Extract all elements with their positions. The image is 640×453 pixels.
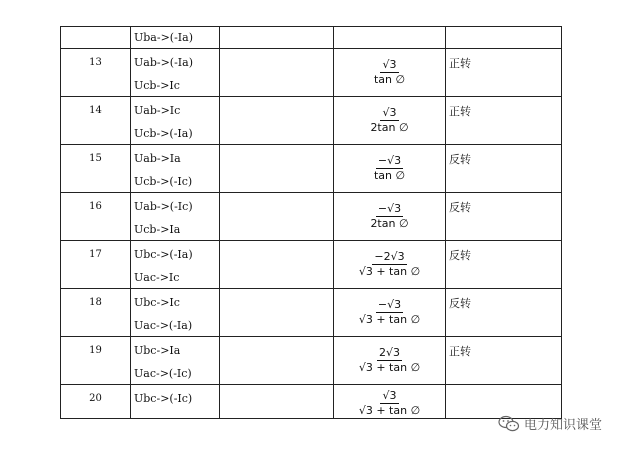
- table-row: [61, 49, 562, 97]
- blank-cell: [220, 241, 334, 289]
- direction-cell: 正转: [446, 97, 562, 145]
- ratio-fraction: $\frac{√3}{√3 + \tan \emptyset}$: [358, 389, 421, 417]
- row-number-cell: 15: [61, 145, 131, 193]
- blank-cell: [220, 193, 334, 241]
- direction-cell: 反转: [446, 193, 562, 241]
- ratio-fraction: $\frac{√3}{2\tan \emptyset}$: [370, 106, 409, 134]
- formula-cell: [334, 145, 446, 193]
- ratio-fraction: $\frac{-√3}{√3 + \tan \emptyset}$: [358, 298, 421, 326]
- blank-cell: [220, 289, 334, 337]
- formula-cell: [334, 97, 446, 145]
- ratio-fraction: $\frac{-2√3}{√3 + \tan \emptyset}$: [358, 250, 421, 278]
- relation-cell: Ubc->(-Ic): [131, 385, 220, 419]
- formula-cell: [334, 289, 446, 337]
- direction-cell: 反转: [446, 145, 562, 193]
- watermark: [498, 414, 602, 433]
- row-number-cell: 18: [61, 289, 131, 337]
- direction-cell: 正转: [446, 49, 562, 97]
- table-row: [61, 97, 562, 145]
- direction-cell: [446, 27, 562, 49]
- row-number-cell: 17: [61, 241, 131, 289]
- formula-cell: [334, 49, 446, 97]
- blank-cell: [220, 385, 334, 419]
- ratio-fraction: $\frac{√3}{\tan \emptyset}$: [373, 58, 406, 86]
- relation-cell: Uab->Ia Ucb->(-Ic): [131, 145, 220, 193]
- table-row: [61, 385, 562, 419]
- formula-cell: [334, 385, 446, 419]
- blank-cell: [220, 27, 334, 49]
- row-number-cell: 20: [61, 385, 131, 419]
- wechat-icon: [498, 415, 520, 433]
- table-row: [61, 193, 562, 241]
- formula-cell: [334, 27, 446, 49]
- blank-cell: [220, 337, 334, 385]
- relation-cell: Uab->(-Ic) Ucb->Ia: [131, 193, 220, 241]
- formula-cell: [334, 193, 446, 241]
- row-number-cell: 19: [61, 337, 131, 385]
- ratio-fraction: $\frac{-√3}{\tan \emptyset}$: [373, 154, 406, 182]
- table-row: [61, 27, 562, 49]
- phase-relation-table: [60, 26, 562, 419]
- blank-cell: [220, 49, 334, 97]
- row-number-cell: [61, 27, 131, 49]
- relation-cell: Ubc->(-Ia) Uac->Ic: [131, 241, 220, 289]
- ratio-fraction: $\frac{2√3}{√3 + \tan \emptyset}$: [358, 346, 421, 374]
- row-number-cell: 16: [61, 193, 131, 241]
- table-row: [61, 241, 562, 289]
- direction-cell: 反转: [446, 289, 562, 337]
- formula-cell: [334, 241, 446, 289]
- relation-cell: Uba->(-Ia): [131, 27, 220, 49]
- blank-cell: [220, 145, 334, 193]
- row-number-cell: 14: [61, 97, 131, 145]
- direction-cell: 反转: [446, 241, 562, 289]
- relation-cell: Ubc->Ia Uac->(-Ic): [131, 337, 220, 385]
- ratio-fraction: $\frac{-√3}{2\tan \emptyset}$: [370, 202, 409, 230]
- relation-cell: Uab->Ic Ucb->(-Ia): [131, 97, 220, 145]
- direction-cell: 正转: [446, 337, 562, 385]
- relation-cell: Uab->(-Ia) Ucb->Ic: [131, 49, 220, 97]
- row-number-cell: 13: [61, 49, 131, 97]
- table-row: [61, 145, 562, 193]
- formula-cell: [334, 337, 446, 385]
- relation-cell: Ubc->Ic Uac->(-Ia): [131, 289, 220, 337]
- table-row: [61, 337, 562, 385]
- table-row: [61, 289, 562, 337]
- watermark-text: 电力知识课堂: [524, 418, 603, 433]
- blank-cell: [220, 97, 334, 145]
